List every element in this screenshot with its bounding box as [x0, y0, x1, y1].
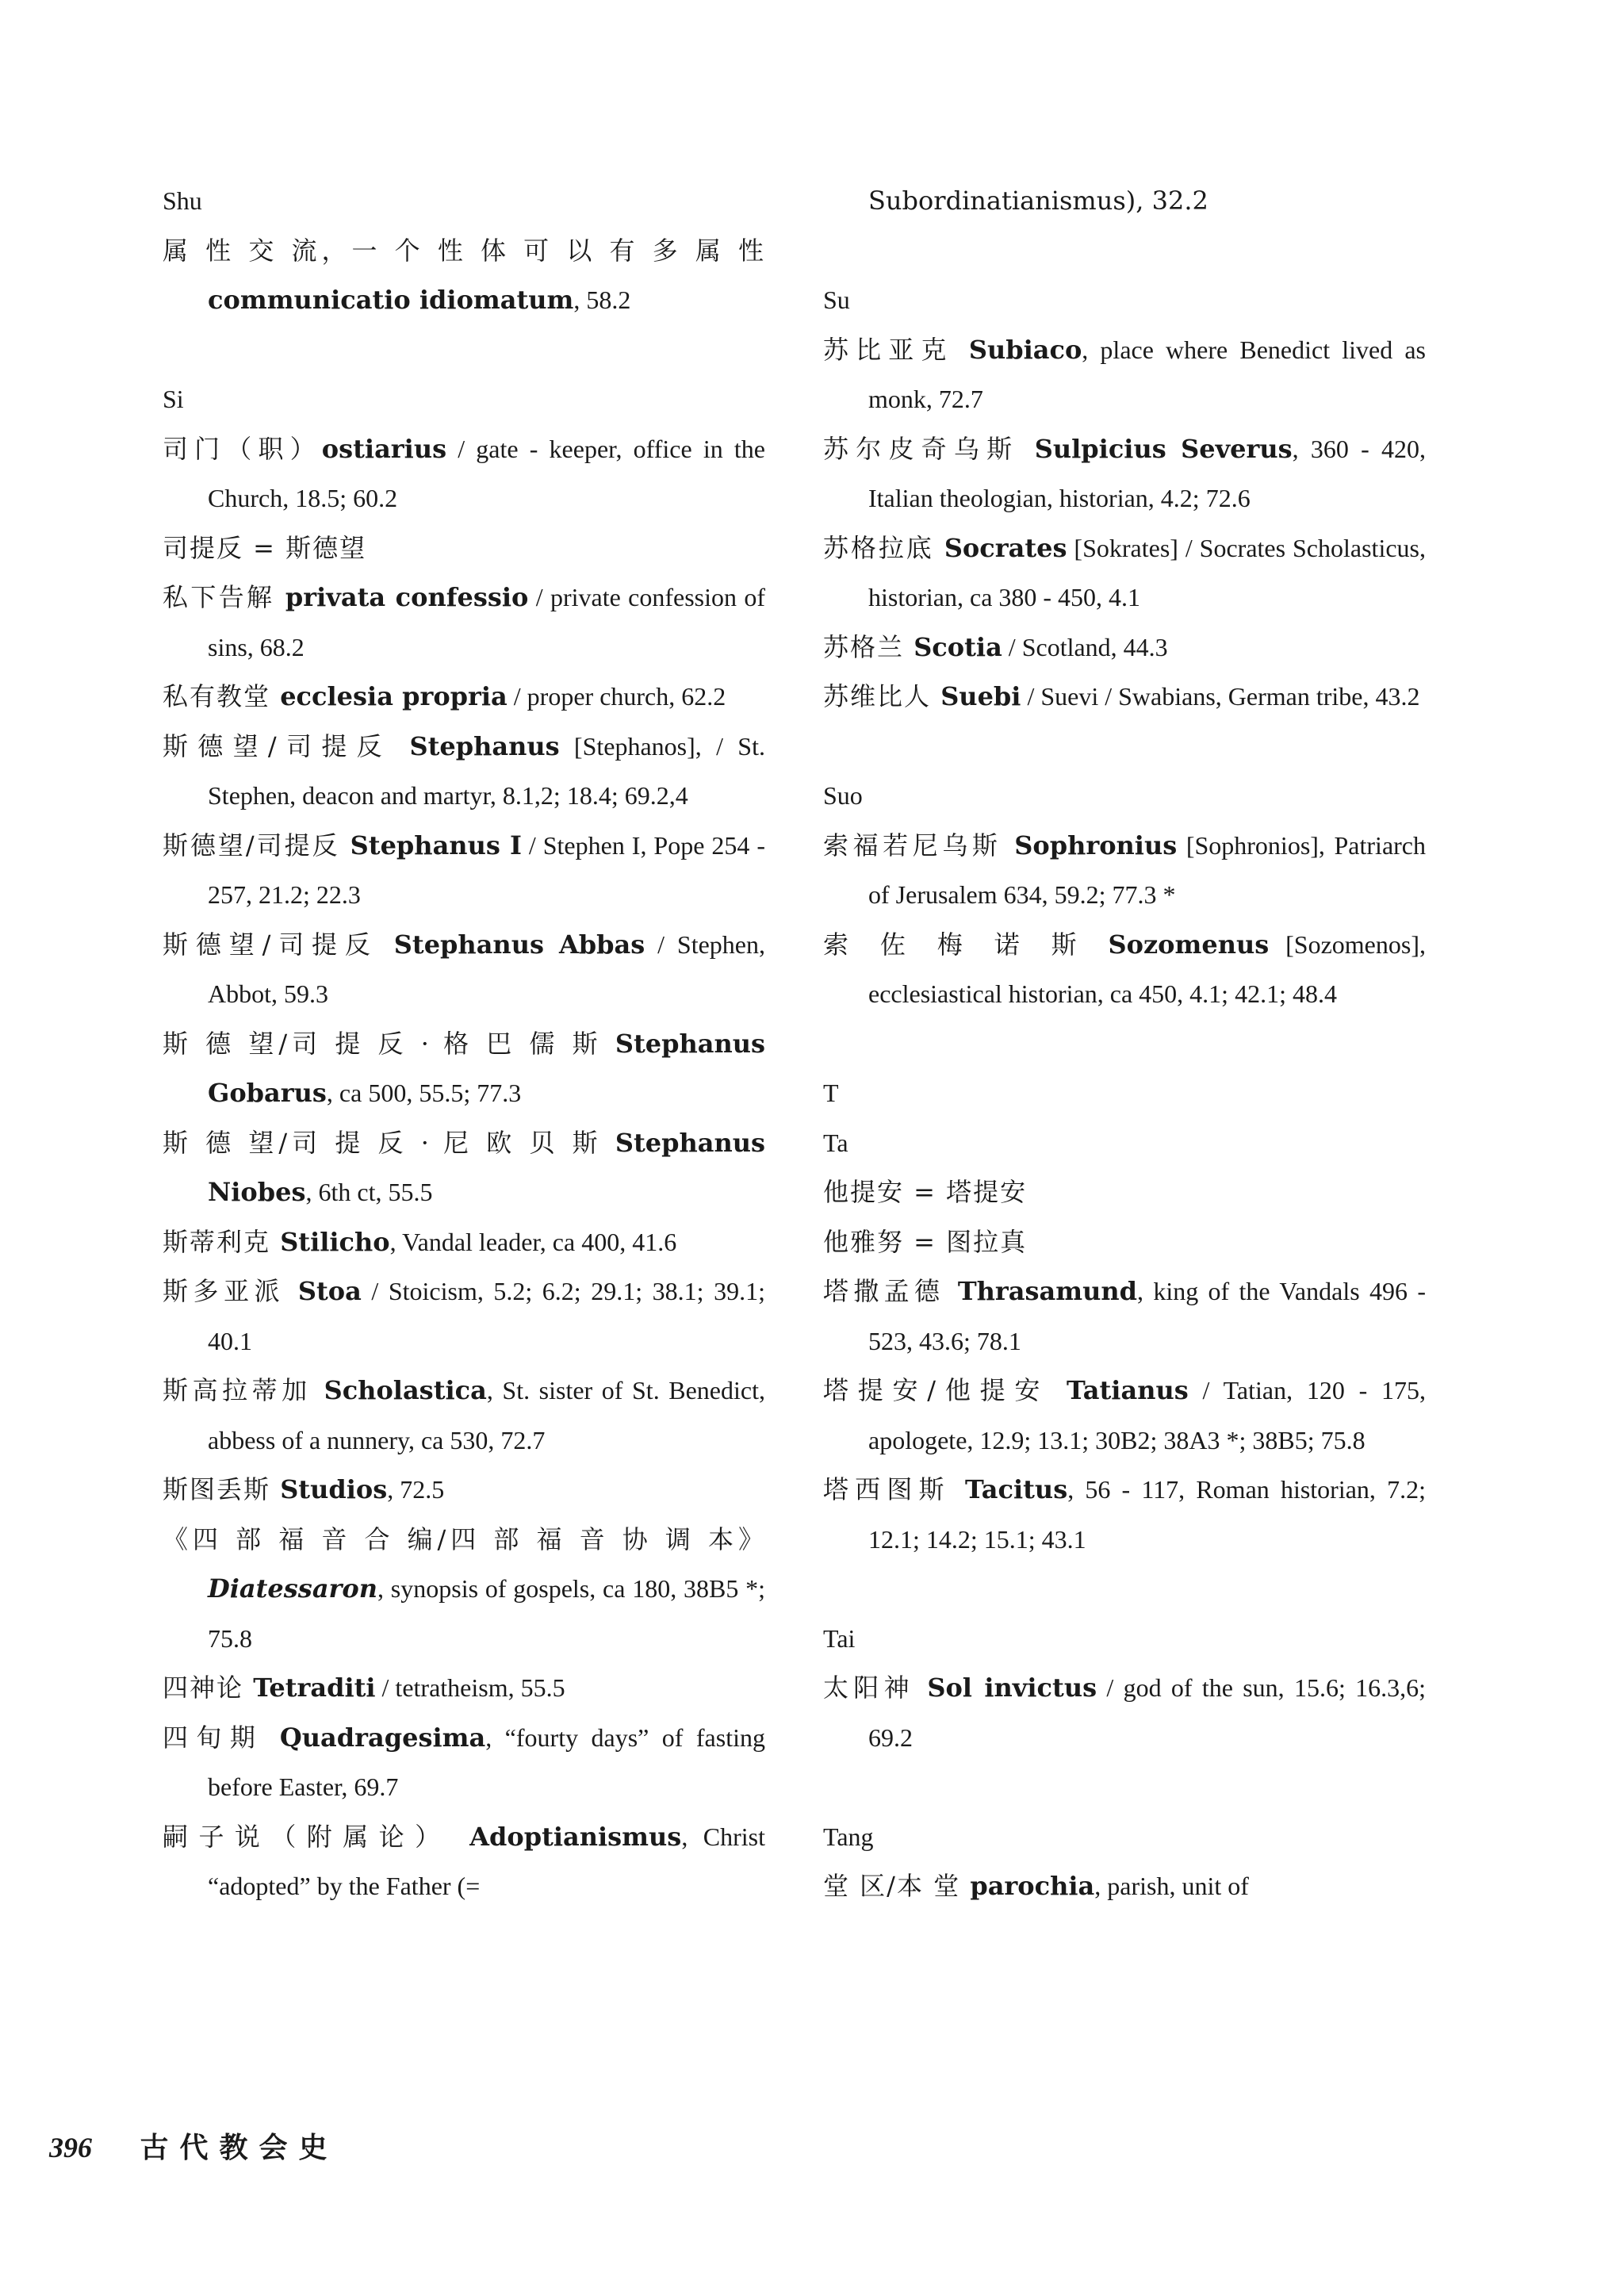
chinese-term: 塔撒孟德: [823, 1276, 958, 1306]
chinese-term: 斯 德 望/司 提 反 · 尼 欧 贝 斯: [163, 1127, 615, 1158]
entry-details: [Sophronios], Patriarch of Jerusalem 634, 59.2; 77.3 *: [868, 830, 1426, 909]
latin-term: Tatianus: [1067, 1375, 1189, 1405]
latin-term: Stephanus Niobes: [208, 1127, 765, 1207]
latin-term: Tetraditi: [253, 1673, 376, 1703]
latin-term: privata confessio: [285, 582, 529, 612]
letter-heading: T: [823, 1079, 839, 1107]
index-entry: [823, 920, 1426, 1019]
latin-term: Scotia: [914, 631, 1002, 662]
index-entry: [823, 672, 1426, 722]
latin-term: Sol invictus: [927, 1673, 1097, 1703]
chinese-term: 苏比亚克: [823, 334, 969, 365]
chinese-term: 斯 德 望/司 提 反 · 格 巴 儒 斯: [163, 1028, 615, 1059]
entry-details: / gate - keeper, office in the Church, 18.5; 60.2: [208, 434, 765, 512]
entry-details: / Suevi / Swabians, German tribe, 43.2: [1021, 682, 1420, 711]
index-entry: [823, 424, 1426, 523]
latin-term: Sulpicius Severus: [1034, 433, 1293, 464]
latin-term: ostiarius: [321, 433, 447, 464]
entry-details: , synopsis of gospels, ca 180, 38B5 *; 75.8: [208, 1574, 765, 1653]
index-entry: [163, 1118, 765, 1217]
entry-details: [Sozomenos], ecclesiastical historian, ca 450, 4.1; 42.1; 48.4: [868, 929, 1426, 1008]
chinese-term: 嗣子说（附属论）: [163, 1821, 470, 1852]
entry-details: , parish, unit of: [1094, 1872, 1249, 1900]
section-spacer: [823, 1019, 1426, 1069]
index-entry: [823, 821, 1426, 920]
chinese-term: 塔提安/他提安: [823, 1375, 1067, 1405]
entry-details: , Vandal leader, ca 400, 41.6: [389, 1227, 677, 1256]
chinese-term: 斯图丢斯: [163, 1474, 281, 1504]
index-entry: [163, 1366, 765, 1465]
index-entry: [163, 1465, 765, 1515]
section-spacer: [823, 1762, 1426, 1812]
entry-details: , king of the Vandals 496 - 523, 43.6; 78.1: [868, 1277, 1426, 1355]
chinese-term: 斯多亚派: [163, 1276, 298, 1306]
entry-details: / Stephen I, Pope 254 - 257, 21.2; 22.3: [208, 830, 766, 909]
chinese-term: 苏格兰: [823, 631, 914, 662]
index-entry: [163, 821, 765, 920]
index-entry: [823, 1861, 1426, 1911]
index-column-right: [823, 176, 1426, 1911]
chinese-term: 堂 区/本 堂: [823, 1871, 971, 1901]
entry-details: / tetratheism, 55.5: [375, 1673, 565, 1702]
chinese-term: 四神论: [163, 1673, 254, 1703]
chinese-term: 太阳神: [823, 1673, 928, 1703]
latin-term: Adoptianismus: [469, 1821, 682, 1852]
chinese-term: 斯德望/司提反: [163, 929, 394, 960]
index-entry: [823, 1465, 1426, 1564]
index-entry: [823, 1663, 1426, 1762]
chinese-term: 苏格拉底: [823, 532, 944, 563]
letter-heading: Tang: [823, 1822, 874, 1851]
section-spacer: [163, 325, 765, 375]
chinese-term: 斯蒂利克: [163, 1226, 281, 1257]
index-entry: [163, 226, 765, 325]
chinese-term: 苏尔皮奇乌斯: [823, 433, 1035, 464]
entry-details: , ca 500, 55.5; 77.3: [326, 1079, 522, 1107]
entry-details: / proper church, 62.2: [507, 682, 726, 711]
section-spacer: [823, 1564, 1426, 1614]
latin-term: Scholastica: [324, 1375, 487, 1405]
index-entry: [163, 722, 765, 821]
chinese-term: 属 性 交 流，一 个 性 体 可 以 有 多 属 性: [163, 235, 765, 266]
index-entry: [163, 573, 765, 672]
chinese-term: 索福若尼乌斯: [823, 830, 1015, 860]
entry-details: , 56 - 117, Roman historian, 7.2; 12.1; 14.2; 15.1; 43.1: [868, 1475, 1426, 1554]
entry-details: / private confession of sins, 68.2: [208, 583, 765, 661]
entry-details: [Stephanos], / St. Stephen, deacon and martyr, 8.1,2; 18.4; 69.2,4: [208, 731, 765, 810]
index-entry: [823, 1167, 1426, 1217]
letter-heading: Ta: [823, 1128, 848, 1157]
entry-details: / Stephen, Abbot, 59.3: [208, 929, 765, 1008]
latin-term: Studios: [280, 1474, 388, 1504]
chinese-term: 他提安 = 塔提安: [823, 1177, 1028, 1207]
letter-heading: Su: [823, 286, 850, 314]
index-entry: [823, 1366, 1426, 1465]
entry-details: , St. sister of St. Benedict, abbess of a nunnery, ca 530, 72.7: [208, 1376, 765, 1454]
entry-details: / Tatian, 120 - 175, apologete, 12.9; 13.1; 30B2; 38A3 *; 38B5; 75.8: [868, 1376, 1426, 1454]
latin-term: Quadragesima: [279, 1722, 486, 1753]
page-footer: [49, 2125, 339, 2166]
index-entry: [163, 1019, 765, 1118]
index-entry: [823, 1267, 1426, 1366]
index-entry: [163, 424, 765, 523]
chinese-term: 司提反 = 斯德望: [163, 532, 367, 563]
entry-details: , 58.2: [573, 286, 631, 314]
index-entry: [163, 1267, 765, 1366]
index-entry: [823, 1217, 1426, 1267]
latin-term: Subiaco: [968, 334, 1082, 365]
index-entry: [163, 1812, 765, 1911]
chinese-term: 斯德望/司提反: [163, 830, 350, 860]
latin-term: Sozomenus: [1108, 929, 1270, 960]
entry-details: / Scotland, 44.3: [1002, 632, 1168, 661]
latin-term: Suebi: [940, 681, 1021, 711]
index-entry: [163, 1515, 765, 1664]
letter-heading: Suo: [823, 781, 863, 810]
letter-heading: Tai: [823, 1623, 856, 1653]
entry-details: , 360 - 420, Italian theologian, historian, 4.2; 72.6: [868, 434, 1427, 512]
entry-details: , “fourty days” of fasting before Easter, 69.7: [208, 1723, 765, 1801]
latin-term: Stoa: [297, 1276, 362, 1306]
chinese-term: 《四 部 福 音 合 编/四 部 福 音 协 调 本》: [163, 1523, 765, 1554]
latin-term: ecclesia propria: [280, 681, 508, 711]
running-title: 古代教会史: [140, 2131, 339, 2164]
index-entry: [823, 325, 1426, 424]
index-entry: [163, 1217, 765, 1267]
index-entry: [163, 1663, 765, 1713]
latin-term: communicatio idiomatum: [208, 285, 574, 315]
chinese-term: 索 佐 梅 诺 斯: [823, 929, 1109, 960]
chinese-term: 斯高拉蒂加: [163, 1375, 324, 1405]
chinese-term: 四旬期: [163, 1722, 280, 1753]
index-entry: [163, 672, 765, 722]
section-spacer: [823, 226, 1426, 276]
letter-heading: Shu: [163, 186, 202, 215]
latin-term: Stilicho: [280, 1226, 390, 1257]
latin-term: Stephanus I: [350, 830, 522, 860]
entry-details: , 6th ct, 55.5: [305, 1178, 433, 1206]
chinese-term: 私下告解: [163, 582, 285, 612]
page-number: 396: [49, 2132, 92, 2163]
latin-term: Sophronius: [1014, 830, 1178, 860]
latin-term: parochia: [970, 1871, 1095, 1901]
entry-details: [Sokrates] / Socrates Scholasticus, historian, ca 380 - 450, 4.1: [868, 533, 1426, 611]
index-column-left: [163, 176, 765, 1911]
chinese-term: 他雅努 = 图拉真: [823, 1226, 1028, 1257]
latin-term: Tacitus: [965, 1474, 1068, 1504]
chinese-term: 私有教堂: [163, 681, 281, 711]
entry-details: / Stoicism, 5.2; 6.2; 29.1; 38.1; 39.1; 40.1: [208, 1277, 765, 1355]
section-spacer: [823, 722, 1426, 772]
entry-continuation: Subordinatianismus), 32.2: [868, 186, 1208, 216]
chinese-term: 苏维比人: [823, 681, 941, 711]
chinese-term: 塔西图斯: [823, 1474, 966, 1504]
index-entry: [163, 920, 765, 1019]
index-entry: [163, 523, 765, 573]
latin-term: Diatessaron: [208, 1573, 378, 1604]
chinese-term: 斯德望/司提反: [163, 730, 410, 761]
letter-heading: Si: [163, 385, 184, 413]
entry-details: , 72.5: [387, 1475, 445, 1504]
entry-details: , place where Benedict lived as monk, 72.7: [868, 335, 1426, 413]
entry-details: , Christ “adopted” by the Father (=: [208, 1822, 765, 1900]
chinese-term: 司门（职）: [163, 433, 322, 464]
latin-term: Thrasamund: [957, 1276, 1137, 1306]
latin-term: Socrates: [944, 532, 1067, 563]
latin-term: Stephanus: [409, 730, 560, 761]
index-entry: [823, 523, 1426, 623]
latin-term: Stephanus Gobarus: [208, 1028, 765, 1108]
index-entry: [163, 1713, 765, 1812]
latin-term: Stephanus Abbas: [393, 929, 645, 960]
entry-details: / god of the sun, 15.6; 16.3,6; 69.2: [868, 1673, 1427, 1752]
index-entry: [823, 623, 1426, 673]
